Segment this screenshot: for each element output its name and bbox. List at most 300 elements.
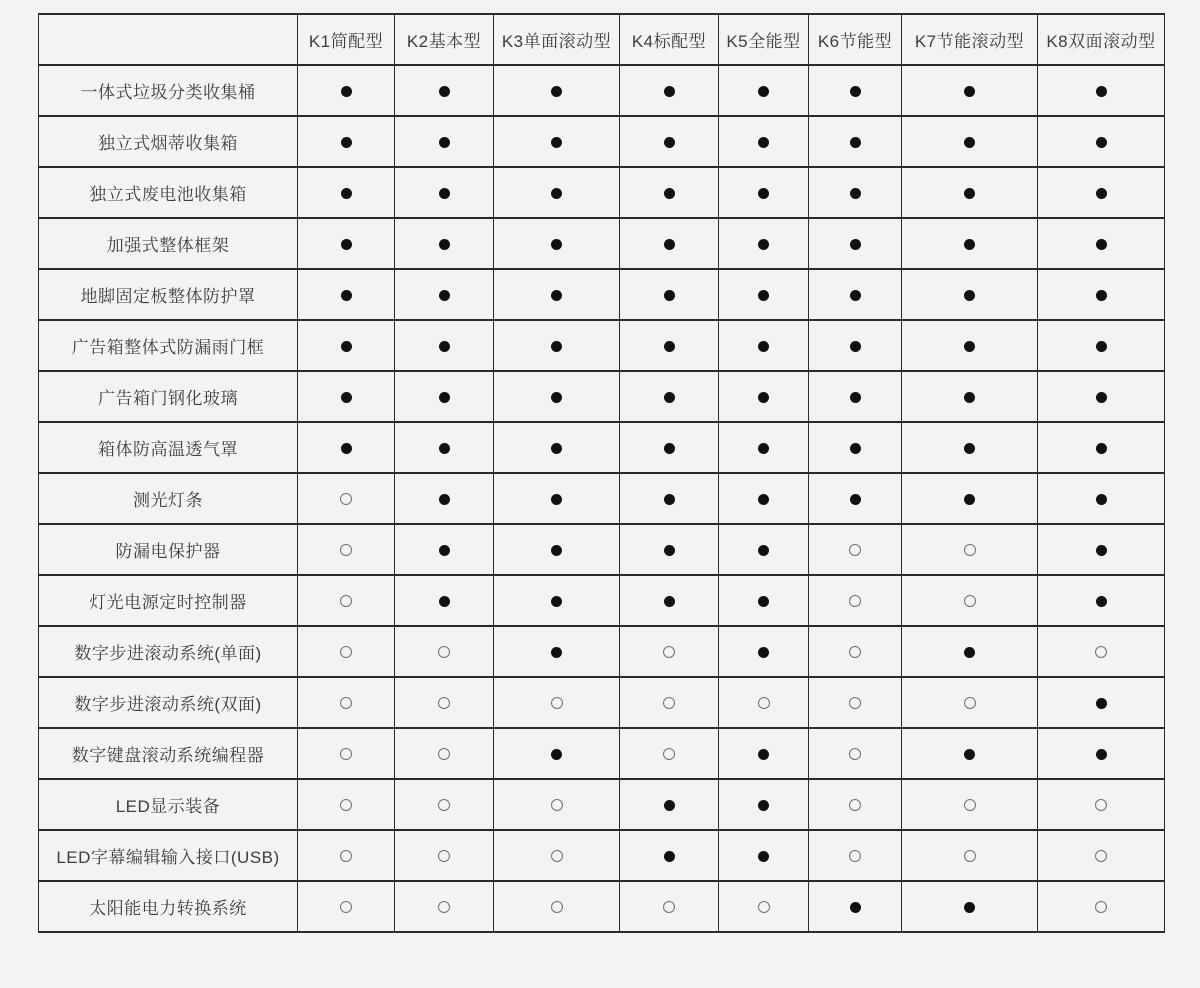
excluded-dot-icon (849, 595, 861, 607)
feature-cell-k5 (719, 371, 809, 422)
included-dot-icon (439, 341, 450, 352)
excluded-dot-icon (551, 850, 563, 862)
feature-cell-k8 (1038, 626, 1165, 677)
feature-cell-k2 (395, 473, 494, 524)
excluded-dot-icon (340, 646, 352, 658)
included-dot-icon (1096, 188, 1107, 199)
included-dot-icon (964, 188, 975, 199)
feature-label: 灯光电源定时控制器 (39, 575, 298, 626)
feature-cell-k5 (719, 422, 809, 473)
included-dot-icon (964, 290, 975, 301)
excluded-dot-icon (438, 850, 450, 862)
feature-label: 测光灯条 (39, 473, 298, 524)
included-dot-icon (758, 596, 769, 607)
included-dot-icon (551, 443, 562, 454)
included-dot-icon (758, 188, 769, 199)
feature-cell-k5 (719, 320, 809, 371)
included-dot-icon (551, 494, 562, 505)
feature-cell-k6 (809, 320, 902, 371)
feature-cell-k2 (395, 269, 494, 320)
table-row (39, 677, 1165, 728)
excluded-dot-icon (964, 850, 976, 862)
excluded-dot-icon (438, 646, 450, 658)
feature-cell-k1 (298, 320, 395, 371)
feature-cell-k3 (494, 830, 620, 881)
feature-cell-k5 (719, 677, 809, 728)
feature-cell-k7 (902, 626, 1038, 677)
table-body (39, 65, 1165, 932)
feature-cell-k1 (298, 524, 395, 575)
excluded-dot-icon (1095, 646, 1107, 658)
table-row (39, 218, 1165, 269)
feature-cell-k8 (1038, 881, 1165, 932)
included-dot-icon (1096, 86, 1107, 97)
excluded-dot-icon (340, 850, 352, 862)
included-dot-icon (664, 86, 675, 97)
feature-cell-k7 (902, 473, 1038, 524)
feature-cell-k7 (902, 167, 1038, 218)
included-dot-icon (664, 392, 675, 403)
feature-cell-k6 (809, 728, 902, 779)
feature-cell-k2 (395, 167, 494, 218)
feature-cell-k5 (719, 65, 809, 116)
table-row (39, 320, 1165, 371)
feature-cell-k8 (1038, 218, 1165, 269)
feature-cell-k6 (809, 422, 902, 473)
feature-cell-k5 (719, 728, 809, 779)
feature-cell-k7 (902, 881, 1038, 932)
included-dot-icon (850, 188, 861, 199)
feature-cell-k1 (298, 218, 395, 269)
included-dot-icon (341, 137, 352, 148)
feature-label: LED显示装备 (39, 779, 298, 830)
included-dot-icon (439, 494, 450, 505)
included-dot-icon (341, 290, 352, 301)
feature-cell-k4 (620, 677, 719, 728)
included-dot-icon (758, 137, 769, 148)
included-dot-icon (439, 443, 450, 454)
excluded-dot-icon (758, 901, 770, 913)
product-comparison-table-wrap (38, 13, 1165, 933)
included-dot-icon (439, 392, 450, 403)
included-dot-icon (850, 239, 861, 250)
included-dot-icon (1096, 545, 1107, 556)
excluded-dot-icon (849, 799, 861, 811)
included-dot-icon (439, 86, 450, 97)
included-dot-icon (664, 851, 675, 862)
feature-cell-k6 (809, 269, 902, 320)
included-dot-icon (964, 137, 975, 148)
feature-cell-k5 (719, 167, 809, 218)
included-dot-icon (439, 596, 450, 607)
feature-cell-k4 (620, 371, 719, 422)
feature-cell-k4 (620, 422, 719, 473)
feature-label: LED字幕编辑输入接口(USB) (39, 830, 298, 881)
feature-cell-k8 (1038, 65, 1165, 116)
feature-cell-k2 (395, 881, 494, 932)
feature-cell-k3 (494, 473, 620, 524)
feature-cell-k7 (902, 728, 1038, 779)
table-row (39, 371, 1165, 422)
feature-cell-k4 (620, 830, 719, 881)
included-dot-icon (1096, 749, 1107, 760)
feature-cell-k2 (395, 422, 494, 473)
excluded-dot-icon (1095, 799, 1107, 811)
feature-cell-k3 (494, 320, 620, 371)
included-dot-icon (551, 86, 562, 97)
feature-cell-k4 (620, 167, 719, 218)
included-dot-icon (1096, 341, 1107, 352)
feature-cell-k5 (719, 830, 809, 881)
included-dot-icon (1096, 290, 1107, 301)
table-row (39, 269, 1165, 320)
column-header-k4: K4标配型 (620, 14, 719, 65)
included-dot-icon (341, 239, 352, 250)
column-header-k3: K3单面滚动型 (494, 14, 620, 65)
feature-cell-k5 (719, 524, 809, 575)
included-dot-icon (551, 137, 562, 148)
feature-cell-k4 (620, 320, 719, 371)
feature-label: 广告箱整体式防漏雨门框 (39, 320, 298, 371)
column-header-k8: K8双面滚动型 (1038, 14, 1165, 65)
feature-label: 太阳能电力转换系统 (39, 881, 298, 932)
feature-cell-k2 (395, 116, 494, 167)
excluded-dot-icon (438, 901, 450, 913)
included-dot-icon (758, 800, 769, 811)
table-row (39, 575, 1165, 626)
excluded-dot-icon (340, 901, 352, 913)
included-dot-icon (664, 137, 675, 148)
feature-cell-k1 (298, 575, 395, 626)
table-row (39, 116, 1165, 167)
included-dot-icon (551, 545, 562, 556)
excluded-dot-icon (1095, 901, 1107, 913)
feature-cell-k3 (494, 626, 620, 677)
feature-cell-k1 (298, 779, 395, 830)
included-dot-icon (850, 137, 861, 148)
table-row (39, 167, 1165, 218)
excluded-dot-icon (438, 799, 450, 811)
included-dot-icon (664, 239, 675, 250)
feature-cell-k5 (719, 218, 809, 269)
feature-cell-k3 (494, 728, 620, 779)
table-row (39, 422, 1165, 473)
feature-cell-k7 (902, 116, 1038, 167)
feature-cell-k6 (809, 575, 902, 626)
included-dot-icon (1096, 443, 1107, 454)
included-dot-icon (850, 341, 861, 352)
excluded-dot-icon (551, 799, 563, 811)
feature-cell-k8 (1038, 728, 1165, 779)
feature-cell-k7 (902, 779, 1038, 830)
feature-cell-k8 (1038, 371, 1165, 422)
feature-cell-k7 (902, 269, 1038, 320)
feature-cell-k3 (494, 116, 620, 167)
excluded-dot-icon (340, 799, 352, 811)
included-dot-icon (551, 749, 562, 760)
feature-cell-k5 (719, 575, 809, 626)
feature-cell-k7 (902, 65, 1038, 116)
feature-cell-k5 (719, 473, 809, 524)
feature-label: 独立式废电池收集箱 (39, 167, 298, 218)
feature-cell-k2 (395, 728, 494, 779)
feature-cell-k2 (395, 65, 494, 116)
excluded-dot-icon (964, 697, 976, 709)
feature-cell-k6 (809, 473, 902, 524)
feature-cell-k6 (809, 65, 902, 116)
feature-cell-k7 (902, 218, 1038, 269)
feature-cell-k1 (298, 677, 395, 728)
feature-cell-k8 (1038, 830, 1165, 881)
included-dot-icon (664, 188, 675, 199)
included-dot-icon (439, 137, 450, 148)
excluded-dot-icon (758, 697, 770, 709)
feature-cell-k2 (395, 830, 494, 881)
feature-cell-k4 (620, 473, 719, 524)
included-dot-icon (850, 443, 861, 454)
feature-label: 广告箱门钢化玻璃 (39, 371, 298, 422)
feature-cell-k5 (719, 881, 809, 932)
included-dot-icon (551, 188, 562, 199)
included-dot-icon (758, 290, 769, 301)
feature-cell-k2 (395, 677, 494, 728)
feature-cell-k1 (298, 269, 395, 320)
feature-cell-k2 (395, 218, 494, 269)
excluded-dot-icon (849, 646, 861, 658)
feature-cell-k1 (298, 116, 395, 167)
feature-cell-k6 (809, 116, 902, 167)
feature-cell-k8 (1038, 677, 1165, 728)
product-comparison-table (38, 13, 1165, 933)
included-dot-icon (758, 239, 769, 250)
feature-cell-k4 (620, 65, 719, 116)
feature-cell-k4 (620, 116, 719, 167)
feature-cell-k4 (620, 881, 719, 932)
feature-cell-k4 (620, 626, 719, 677)
excluded-dot-icon (340, 748, 352, 760)
excluded-dot-icon (964, 544, 976, 556)
included-dot-icon (758, 392, 769, 403)
feature-cell-k6 (809, 371, 902, 422)
feature-cell-k1 (298, 473, 395, 524)
feature-cell-k5 (719, 269, 809, 320)
excluded-dot-icon (663, 697, 675, 709)
included-dot-icon (964, 392, 975, 403)
feature-cell-k8 (1038, 320, 1165, 371)
feature-cell-k4 (620, 728, 719, 779)
included-dot-icon (964, 86, 975, 97)
included-dot-icon (1096, 239, 1107, 250)
feature-cell-k7 (902, 371, 1038, 422)
feature-cell-k8 (1038, 575, 1165, 626)
excluded-dot-icon (340, 544, 352, 556)
feature-cell-k3 (494, 524, 620, 575)
excluded-dot-icon (849, 850, 861, 862)
feature-cell-k7 (902, 320, 1038, 371)
included-dot-icon (551, 647, 562, 658)
excluded-dot-icon (849, 748, 861, 760)
column-header-k5: K5全能型 (719, 14, 809, 65)
included-dot-icon (1096, 698, 1107, 709)
included-dot-icon (1096, 596, 1107, 607)
feature-cell-k4 (620, 218, 719, 269)
feature-cell-k7 (902, 524, 1038, 575)
feature-label: 地脚固定板整体防护罩 (39, 269, 298, 320)
feature-cell-k2 (395, 371, 494, 422)
feature-cell-k1 (298, 881, 395, 932)
included-dot-icon (664, 341, 675, 352)
excluded-dot-icon (849, 544, 861, 556)
excluded-dot-icon (663, 901, 675, 913)
column-header-k7: K7节能滚动型 (902, 14, 1038, 65)
feature-label: 一体式垃圾分类收集桶 (39, 65, 298, 116)
corner-cell (39, 14, 298, 65)
feature-cell-k6 (809, 167, 902, 218)
feature-cell-k5 (719, 779, 809, 830)
feature-label: 防漏电保护器 (39, 524, 298, 575)
included-dot-icon (964, 239, 975, 250)
feature-cell-k6 (809, 524, 902, 575)
included-dot-icon (1096, 392, 1107, 403)
included-dot-icon (850, 290, 861, 301)
feature-cell-k5 (719, 626, 809, 677)
feature-cell-k1 (298, 167, 395, 218)
feature-label: 数字步进滚动系统(单面) (39, 626, 298, 677)
feature-cell-k3 (494, 575, 620, 626)
included-dot-icon (664, 290, 675, 301)
included-dot-icon (758, 545, 769, 556)
included-dot-icon (551, 290, 562, 301)
feature-cell-k1 (298, 830, 395, 881)
included-dot-icon (758, 86, 769, 97)
included-dot-icon (439, 545, 450, 556)
feature-cell-k4 (620, 269, 719, 320)
included-dot-icon (964, 443, 975, 454)
included-dot-icon (758, 494, 769, 505)
feature-cell-k8 (1038, 269, 1165, 320)
feature-cell-k4 (620, 779, 719, 830)
included-dot-icon (1096, 494, 1107, 505)
feature-label: 独立式烟蒂收集箱 (39, 116, 298, 167)
feature-cell-k2 (395, 626, 494, 677)
feature-cell-k1 (298, 65, 395, 116)
included-dot-icon (964, 494, 975, 505)
feature-label: 数字步进滚动系统(双面) (39, 677, 298, 728)
feature-cell-k2 (395, 575, 494, 626)
excluded-dot-icon (849, 697, 861, 709)
feature-cell-k3 (494, 881, 620, 932)
header-row (39, 14, 1165, 65)
included-dot-icon (664, 596, 675, 607)
feature-cell-k2 (395, 320, 494, 371)
column-header-k2: K2基本型 (395, 14, 494, 65)
feature-cell-k6 (809, 218, 902, 269)
feature-label: 数字键盘滚动系统编程器 (39, 728, 298, 779)
included-dot-icon (439, 239, 450, 250)
included-dot-icon (439, 188, 450, 199)
included-dot-icon (551, 596, 562, 607)
included-dot-icon (964, 341, 975, 352)
feature-cell-k8 (1038, 524, 1165, 575)
included-dot-icon (758, 341, 769, 352)
feature-cell-k3 (494, 167, 620, 218)
feature-cell-k8 (1038, 167, 1165, 218)
feature-cell-k8 (1038, 779, 1165, 830)
included-dot-icon (850, 86, 861, 97)
excluded-dot-icon (340, 697, 352, 709)
included-dot-icon (758, 851, 769, 862)
table-row (39, 881, 1165, 932)
feature-cell-k6 (809, 830, 902, 881)
included-dot-icon (964, 902, 975, 913)
feature-cell-k3 (494, 422, 620, 473)
included-dot-icon (341, 86, 352, 97)
excluded-dot-icon (663, 646, 675, 658)
feature-cell-k5 (719, 116, 809, 167)
feature-cell-k6 (809, 881, 902, 932)
included-dot-icon (664, 494, 675, 505)
included-dot-icon (551, 239, 562, 250)
included-dot-icon (341, 341, 352, 352)
feature-cell-k8 (1038, 422, 1165, 473)
feature-cell-k6 (809, 626, 902, 677)
feature-label: 箱体防高温透气罩 (39, 422, 298, 473)
feature-cell-k1 (298, 728, 395, 779)
table-row (39, 626, 1165, 677)
excluded-dot-icon (551, 901, 563, 913)
included-dot-icon (850, 392, 861, 403)
excluded-dot-icon (438, 748, 450, 760)
excluded-dot-icon (1095, 850, 1107, 862)
feature-cell-k3 (494, 371, 620, 422)
excluded-dot-icon (438, 697, 450, 709)
table-row (39, 524, 1165, 575)
included-dot-icon (850, 902, 861, 913)
feature-cell-k2 (395, 779, 494, 830)
feature-cell-k6 (809, 779, 902, 830)
excluded-dot-icon (340, 493, 352, 505)
included-dot-icon (439, 290, 450, 301)
feature-cell-k7 (902, 575, 1038, 626)
feature-cell-k8 (1038, 473, 1165, 524)
excluded-dot-icon (551, 697, 563, 709)
feature-cell-k6 (809, 677, 902, 728)
included-dot-icon (964, 749, 975, 760)
table-row (39, 779, 1165, 830)
excluded-dot-icon (663, 748, 675, 760)
included-dot-icon (341, 443, 352, 454)
feature-cell-k7 (902, 677, 1038, 728)
included-dot-icon (664, 545, 675, 556)
excluded-dot-icon (964, 595, 976, 607)
table-row (39, 830, 1165, 881)
included-dot-icon (1096, 137, 1107, 148)
table-row (39, 473, 1165, 524)
feature-cell-k8 (1038, 116, 1165, 167)
feature-cell-k7 (902, 830, 1038, 881)
included-dot-icon (758, 647, 769, 658)
feature-cell-k4 (620, 575, 719, 626)
included-dot-icon (551, 392, 562, 403)
feature-cell-k3 (494, 677, 620, 728)
feature-cell-k3 (494, 269, 620, 320)
included-dot-icon (758, 749, 769, 760)
feature-cell-k1 (298, 371, 395, 422)
included-dot-icon (758, 443, 769, 454)
column-header-k6: K6节能型 (809, 14, 902, 65)
included-dot-icon (964, 647, 975, 658)
included-dot-icon (664, 443, 675, 454)
